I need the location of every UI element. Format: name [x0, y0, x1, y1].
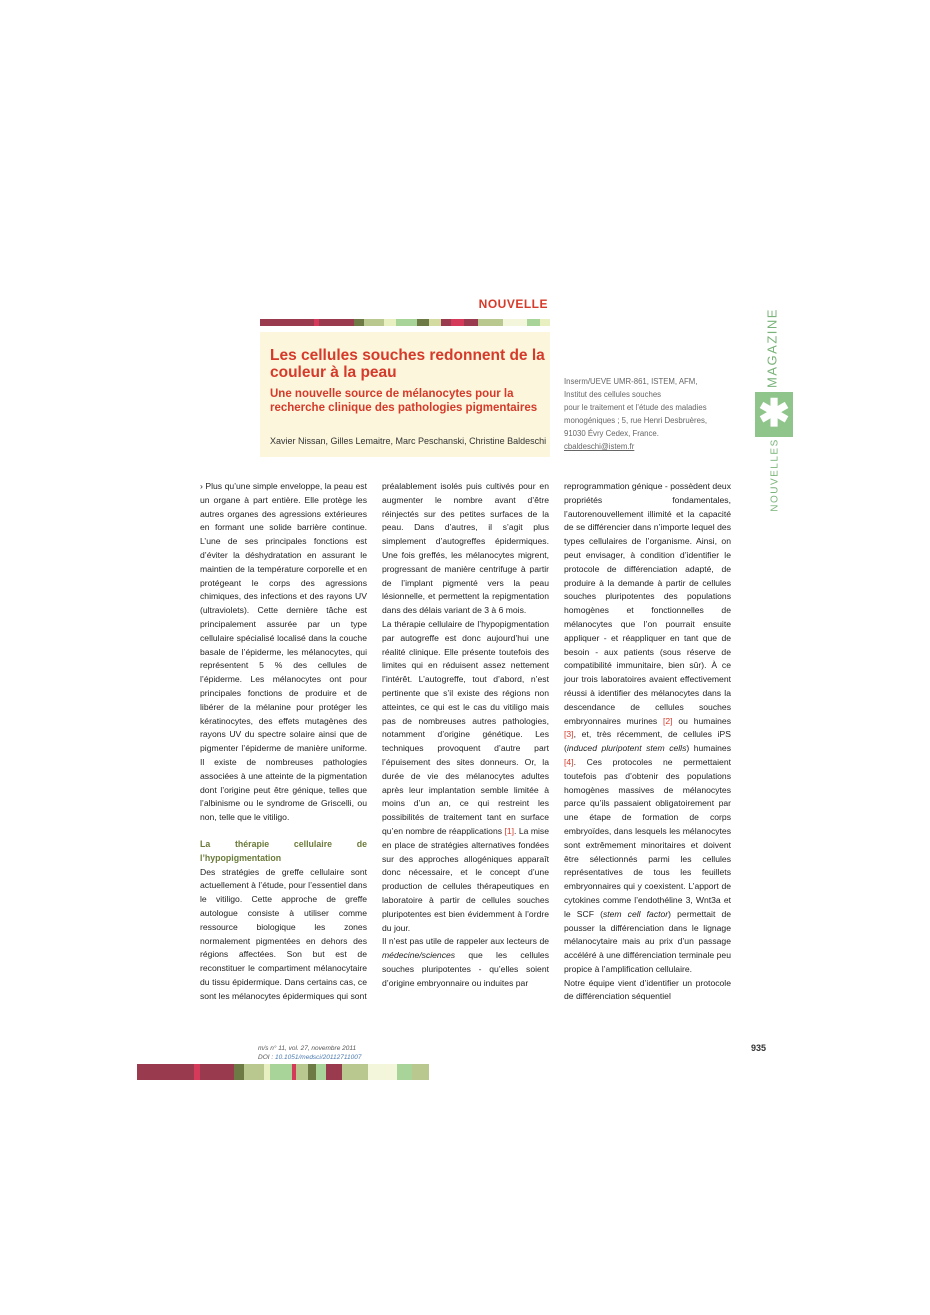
text-run: , et, très récemment, de cellules iPS ( — [564, 729, 731, 754]
text-run: que les cellules souches pluripotentes - qu’elles soient d’origine embryonnaire ou induites par — [382, 950, 549, 988]
paragraph: Des stratégies de greffe cellulaire sont actuellement à l’étude, pour l’essentiel dans le vitiligo. Cette approche de greffe autologue consiste à utiliser comme ressource biologique les zones normalement pigmentées en dehors des régions affectées. Son but est de reconstituer le compartiment mélanocytaire du tissu épidermique. Dans certains cas, ce sont les mélanocytes épidermiques qui sont — [200, 866, 367, 1001]
text-run: ou humaines — [672, 715, 731, 726]
text-run: La thérapie cellulaire de l’hypopigmentation par autogreffe est donc aujourd’hui une réalité clinique. Elle présente toutefois des limites qui en réduisent assez nettement l’intérêt. L’autogreffe, tout d’abord, n’est pertinente que s’il existe des régions non atteintes, ce qui est le cas du vitiligo mais pas de nombreuses autres pathologies, notamment d’origine génétique. Les techniques provoquent d’autre part l’épuisement des sites donneurs. Or, la durée de vie des mélanocytes adultes après leur implantation semble limitée à moins d’un an, ce qui restreint les possibilités de traitement tant en surface qu’en nombre de réapplications — [382, 618, 549, 836]
footer-citation — [258, 1045, 458, 1062]
section-heading: La thérapie cellulaire de l’hypopigmentation — [200, 838, 367, 863]
paragraph: préalablement isolés puis cultivés pour en augmenter le nombre avant d’être réinjectés sur des petites surfaces de la peau. Dans d’autres, il s’agit plus simplement d’autogreffes épidermiques. Une fois greffés, les mélanocytes migrent, progressant de manière centrifuge à partir de l’implant pigmenté vers la peau lésionnelle, et permettent la repigmentation dans des délais variant de 3 à 6 mois. — [382, 481, 549, 616]
doi-prefix: DOI : — [258, 1053, 275, 1061]
magazine-side-tab — [757, 300, 787, 395]
text-run: reprogrammation génique - possèdent deux propriétés fondamentales, l’autorenouvellement illimité et la capacité de se différencier dans n’importe lequel des types cellulaires de l’organisme. Ainsi, on peut envisager, à condition d’identifier le protocole de différenciation adapté, de produire à la demande à partir de cellules souches pluripotentes des populations homogènes et fonctionnelles de mélanocytes que l’on pourrait ensuite appliquer - et réappliquer en tant que de besoin - aux patients (sous réserve de compatibilité immunitaire, bien sûr). À ce jour trois laboratoires avaient effectivement réussi à identifier des mélanocytes dans la descendance de cellules souches embryonnaires murines — [564, 481, 731, 726]
bottom-color-stripe — [137, 1064, 429, 1080]
doi-line — [258, 1054, 458, 1063]
paragraph — [382, 618, 549, 935]
emphasis: médecine/sciences — [382, 950, 456, 961]
article-authors: Xavier Nissan, Gilles Lemaitre, Marc Peschanski, Christine Baldeschi — [270, 436, 547, 446]
body-column-1 — [200, 480, 367, 1003]
paragraph — [564, 480, 731, 977]
body-column-3 — [564, 480, 731, 1004]
emphasis: induced pluripotent stem cells — [566, 743, 687, 754]
nouvelles-label: NOUVELLES — [769, 438, 781, 512]
paragraph: Notre équipe vient d’identifier un protocole de différenciation séquentiel — [564, 977, 731, 1002]
reference-link[interactable]: [1] — [504, 825, 515, 836]
body-column-2 — [382, 480, 549, 990]
affiliation-line: Inserm/UEVE UMR-861, ISTEM, AFM, — [564, 377, 698, 386]
reference-link[interactable]: [2] — [663, 715, 673, 726]
text-run: . La mise en place de stratégies alternatives fondées sur des approches allogéniques apparaît donc nécessaire, et le concept d’une production de cellules thérapeutiques en laboratoire à partir de cellules souches pluripotentes est bien évidemment à l’ordre du jour. — [382, 825, 549, 933]
paragraph: › Plus qu’une simple enveloppe, la peau est un organe à part entière. Elle protège les autres organes des agressions extérieures en formant une solide barrière continue. L’une de ses principales fonctions est d’éviter la déshydratation en assurant le maintien de la température corporelle et en protégeant le corps des agressions chimiques, des infections et des rayons UV (ultraviolets). Cette dernière tâche est principalement assurée par un type cellulaire spécialisé localisé dans la couche basale de l’épiderme, les mélanocytes, qui représentent 5 % des cellules de l’épiderme. Les mélanocytes ont pour principales fonctions de produire et de libérer de la mélanine pour protéger les kératinocytes, des effets mutagènes des rayons UV du spectre solaire ainsi que de pigmenter l’épiderme de manière uniforme. Il existe de nombreuses pathologies associées à une atteinte de la pigmentation dont l’origine peut être génique, telles que l’albinisme ou le syndrome de Griscelli, ou non, telle que le vitiligo. — [200, 481, 367, 823]
text-run: ) humaines — [686, 743, 731, 754]
journal-citation: m/s n° 11, vol. 27, novembre 2011 — [258, 1045, 357, 1052]
top-color-stripe — [260, 319, 550, 326]
affiliation-line: 91030 Évry Cedex, France. — [564, 429, 659, 438]
asterisk-icon: ✱ — [755, 392, 793, 437]
nouvelles-side-tab — [760, 438, 790, 512]
emphasis: stem cell factor — [602, 908, 669, 919]
affiliation — [564, 375, 734, 453]
text-run: ) permettait de pousser la différenciation dans le lignage mélanocytaire mais au prix d’un passage accéléré à une différenciation terminale peu propice à l’amplification cellulaire. — [564, 908, 732, 974]
reference-link[interactable]: [4] — [564, 756, 574, 767]
article-title: Les cellules souches redonnent de la couleur à la peau — [270, 347, 545, 381]
section-label: NOUVELLE — [478, 297, 548, 311]
reference-link[interactable]: [3] — [564, 729, 574, 740]
affiliation-line: Institut des cellules souches — [564, 390, 662, 399]
author-email-link[interactable]: cbaldeschi@istem.fr — [564, 442, 635, 451]
magazine-label: MAGAZINE — [764, 307, 780, 388]
doi-link[interactable]: 10.1051/medsci/20112711007 — [274, 1053, 362, 1061]
page-number: 935 — [750, 1043, 766, 1053]
text-run: . Ces protocoles ne permettaient toutefois pas d’obtenir des populations homogènes massives de mélanocytes parce qu’ils passaient obligatoirement par une étape de formation de corps embryoïdes, dans lesquels les mélanocytes sont extrêmement minoritaires et doivent être sélectionnés parmi les cellules représentatives de tous les feuillets embryonnaires qui y coexistent. L’apport de cytokines comme l’endothéline 3, Wnt3a et le SCF ( — [564, 756, 731, 919]
paragraph — [382, 935, 549, 990]
text-run: Il n’est pas utile de rappeler aux lecteurs de — [382, 936, 549, 947]
affiliation-line: monogéniques ; 5, rue Henri Desbruères, — [564, 416, 708, 425]
article-subtitle: Une nouvelle source de mélanocytes pour la recherche clinique des pathologies pigmentaires — [270, 388, 538, 414]
affiliation-line: pour le traitement et l’étude des maladies — [564, 403, 707, 412]
